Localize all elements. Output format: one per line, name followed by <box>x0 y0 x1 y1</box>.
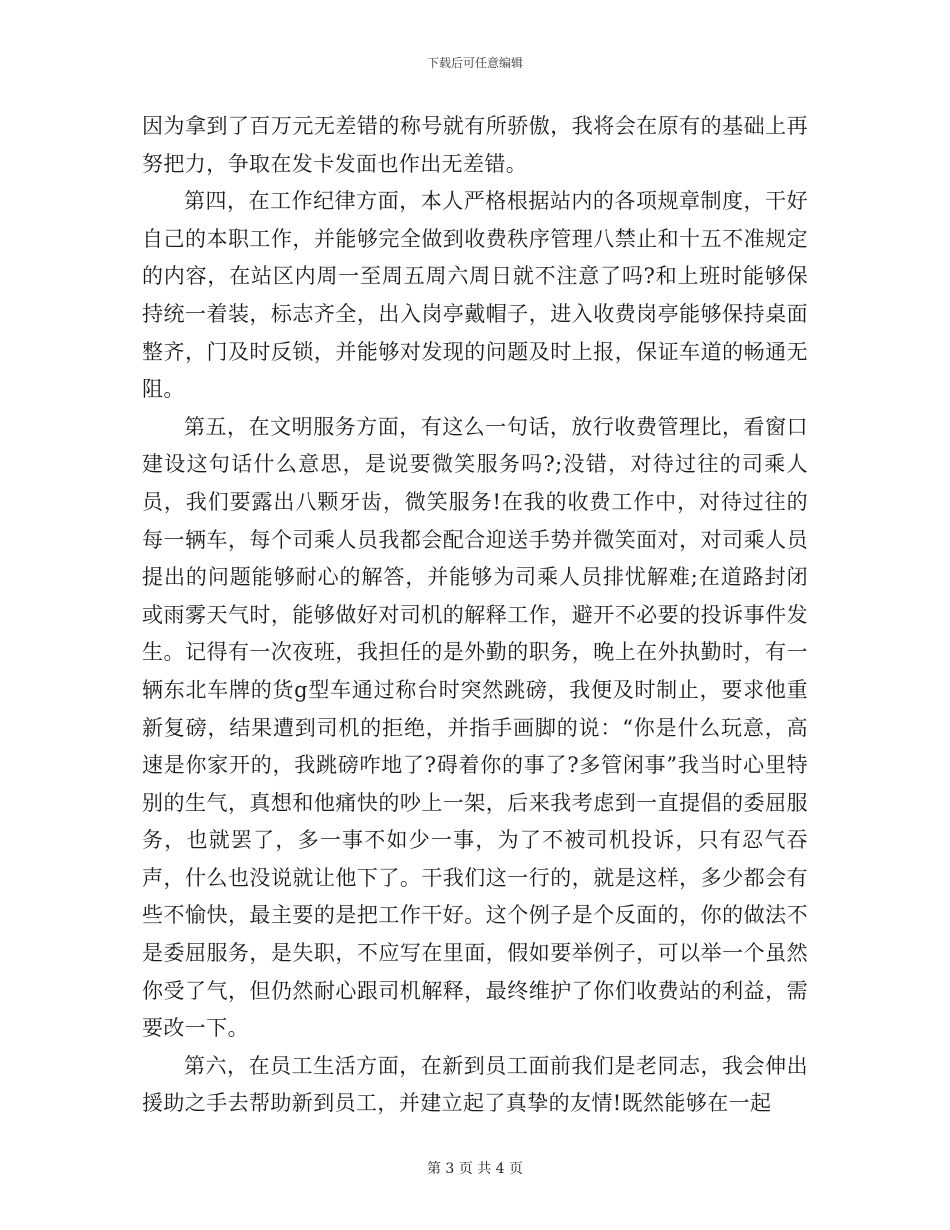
page-header: 下载后可任意编辑 <box>426 56 523 70</box>
document-body <box>142 108 808 1123</box>
paragraph-work-discipline: 第四，在工作纪律方面，本人严格根据站内的各项规章制度，干好自己的本职工作，并能够完全做到收费秩序管理八禁止和十五不准规定的内容，在站区内周一至周五周六周日就不注意了吗?和上班时能够保持统一着装，标志齐全，出入岗亭戴帽子，进入收费岗亭能够保持桌面整齐，门及时反锁，并能够对发现的问题及时上报，保证车道的畅通无阻。 <box>142 189 808 402</box>
page-number: 第 3 页 共 4 页 <box>426 1161 524 1177</box>
paragraph-civil-service: 第五，在文明服务方面，有这么一句话，放行收费管理比，看窗口建设这句话什么意思，是说要微笑服务吗?;没错，对待过往的司乘人员，我们要露出八颗牙齿，微笑服务!在我的收费工作中，对待过往的每一辆车，每个司乘人员我都会配合迎送手势并微笑面对，对司乘人员提出的问题能够耐心的解答，并能够为司乘人员排忧解难;在道路封闭或雨雾天气时，能够做好对司机的解释工作，避开不必要的投诉事件发生。记得有一次夜班，我担任的是外勤的职务，晚上在外执勤时，有一辆东北车牌的货g型车通过称台时突然跳磅，我便及时制止，要求他重新复磅，结果遭到司机的拒绝，并指手画脚的说：“你是什么玩意，高速是你家开的，我跳磅咋地了?碍着你的事了?多管闲事”我当时心里特别的生气，真想和他痛快的吵上一架，后来我考虑到一直提倡的委屈服务，也就罢了，多一事不如少一事，为了不被司机投诉，只有忍气吞声，什么也没说就让他下了。干我们这一行的，就是这样，多少都会有些不愉快，最主要的是把工作干好。这个例子是个反面的，你的做法不是委屈服务，是失职，不应写在里面，假如要举例子，可以举一个虽然你受了气，但仍然耐心跟司机解释，最终维护了你们收费站的利益，需要改一下。 <box>142 414 808 1041</box>
paragraph-continuation: 因为拿到了百万元无差错的称号就有所骄傲，我将会在原有的基础上再努把力，争取在发卡发面也作出无差错。 <box>142 114 808 176</box>
paragraph-staff-life: 第六，在员工生活方面，在新到员工面前我们是老同志，我会伸出援助之手去帮助新到员工，并建立起了真挚的友情!既然能够在一起 <box>142 1053 808 1116</box>
